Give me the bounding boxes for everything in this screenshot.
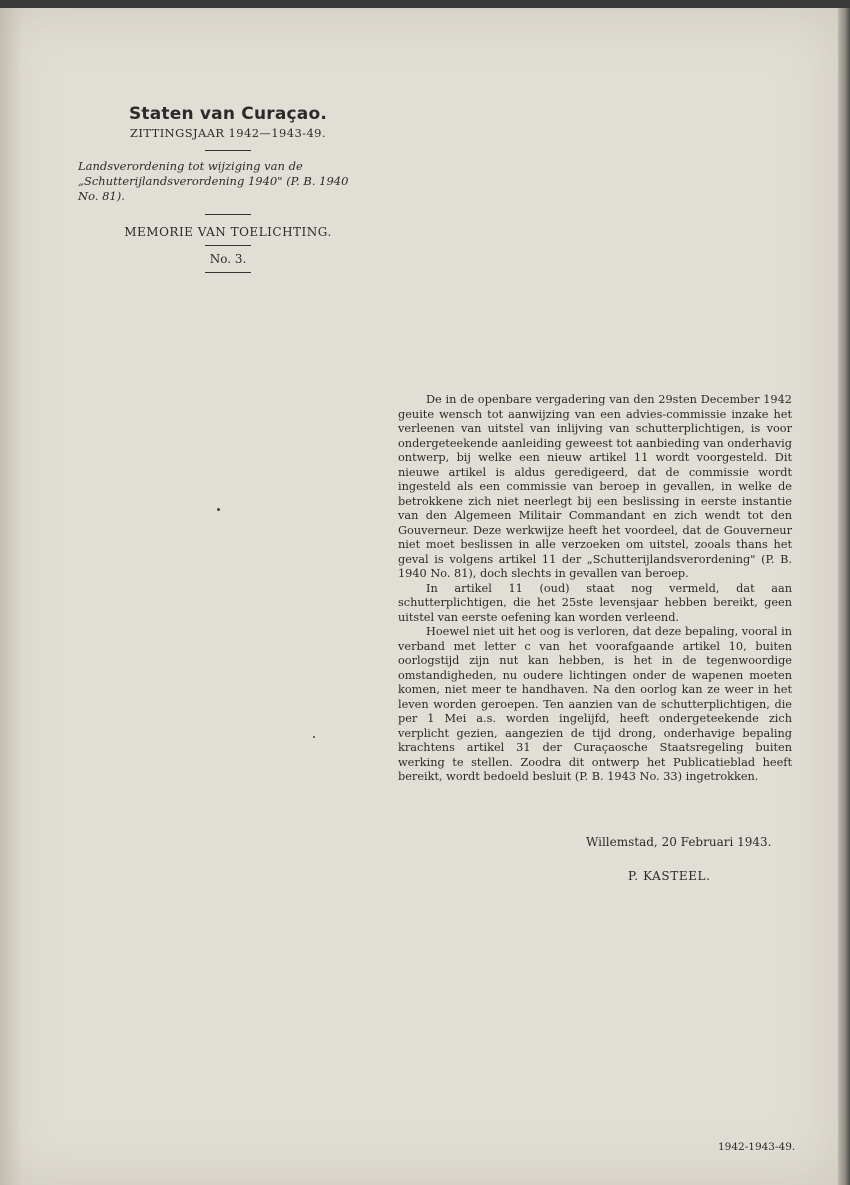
header-divider <box>205 150 251 151</box>
memo-title: MEMORIE VAN TOELICHTING. <box>124 225 332 239</box>
footer-document-code: 1942-1943-49. <box>718 1141 796 1153</box>
paper-speck <box>313 736 315 738</box>
memo-body <box>398 393 792 785</box>
page-left-shadow <box>0 8 22 1185</box>
place-and-date: Willemstad, 20 Februari 1943. <box>586 835 772 849</box>
ordinance-subject: Landsverordening tot wijziging van de „Schutterijlandsverordening 1940" (P. B. 1940 No. 81). <box>78 159 349 203</box>
body-paragraph: In artikel 11 (oud) staat nog vermeld, dat aan schutterplichtigen, die het 25ste levensjaar hebben bereikt, geen uitstel van eerste oefening kan worden verleend. <box>398 581 792 624</box>
document-page <box>0 8 838 1185</box>
header-divider <box>205 272 251 273</box>
org-title: Staten van Curaçao. <box>128 104 327 124</box>
session-year: ZITTINGSJAAR 1942—1943-49. <box>130 126 326 140</box>
header-divider <box>205 245 251 246</box>
body-paragraph: De in de openbare vergadering van den 29sten December 1942 geuite wensch tot aanwijzing van een advies-commissie inzake het verleenen van uitstel van inlijving van schutterplichtigen, is voor ondergeteekende aanleiding geweest tot aanbieding van onderhavig ontwerp, bij welke een nieuw artikel 11 wordt voorgesteld. Dit nieuwe artikel is aldus geredigeerd, dat de commissie wordt ingesteld als een commissie van beroep in gevallen, in welke de betrokkene zich niet neerlegt bij een beslissing in eerste instantie van den Algemeen Militair Commandant en zich wendt tot den Gouverneur. Deze werkwijze heeft het voordeel, dat de Gouverneur niet moet beslissen in alle verzoeken om uitstel, zooals thans het geval is volgens artikel 11 der „Schutterijlandsverordening" (P. B. 1940 No. 81), doch slechts in gevallen van beroep. <box>398 393 792 580</box>
document-header <box>78 104 368 281</box>
page-edge <box>838 8 850 1185</box>
body-paragraph: Hoewel niet uit het oog is verloren, dat deze bepaling, vooral in verband met letter c van het voorafgaande artikel 10, buiten oorlogstijd zijn nut kan hebben, is het in de tegenwoordige omstandigheden, nu oudere lichtingen onder de wapenen moeten komen, niet meer te handhaven. Na den oorlog kan ze weer in het leven worden geroepen. Ten aanzien van de schutterplichtigen, die per 1 Mei a.s. worden ingelijfd, heeft ondergeteekende zich verplicht gezien, aangezien de tijd drong, onderhavige bepaling krachtens artikel 31 der Curaçaosche Staatsregeling buiten werking te stellen. Zoodra dit ontwerp het Publicatieblad heeft bereikt, wordt bedoeld besluit (P. B. 1943 No. 33) ingetrokken. <box>398 625 792 783</box>
memo-number: No. 3. <box>209 252 247 266</box>
paper-speck <box>217 508 220 511</box>
signatory-name: P. KASTEEL. <box>628 869 711 883</box>
header-divider <box>205 214 251 215</box>
